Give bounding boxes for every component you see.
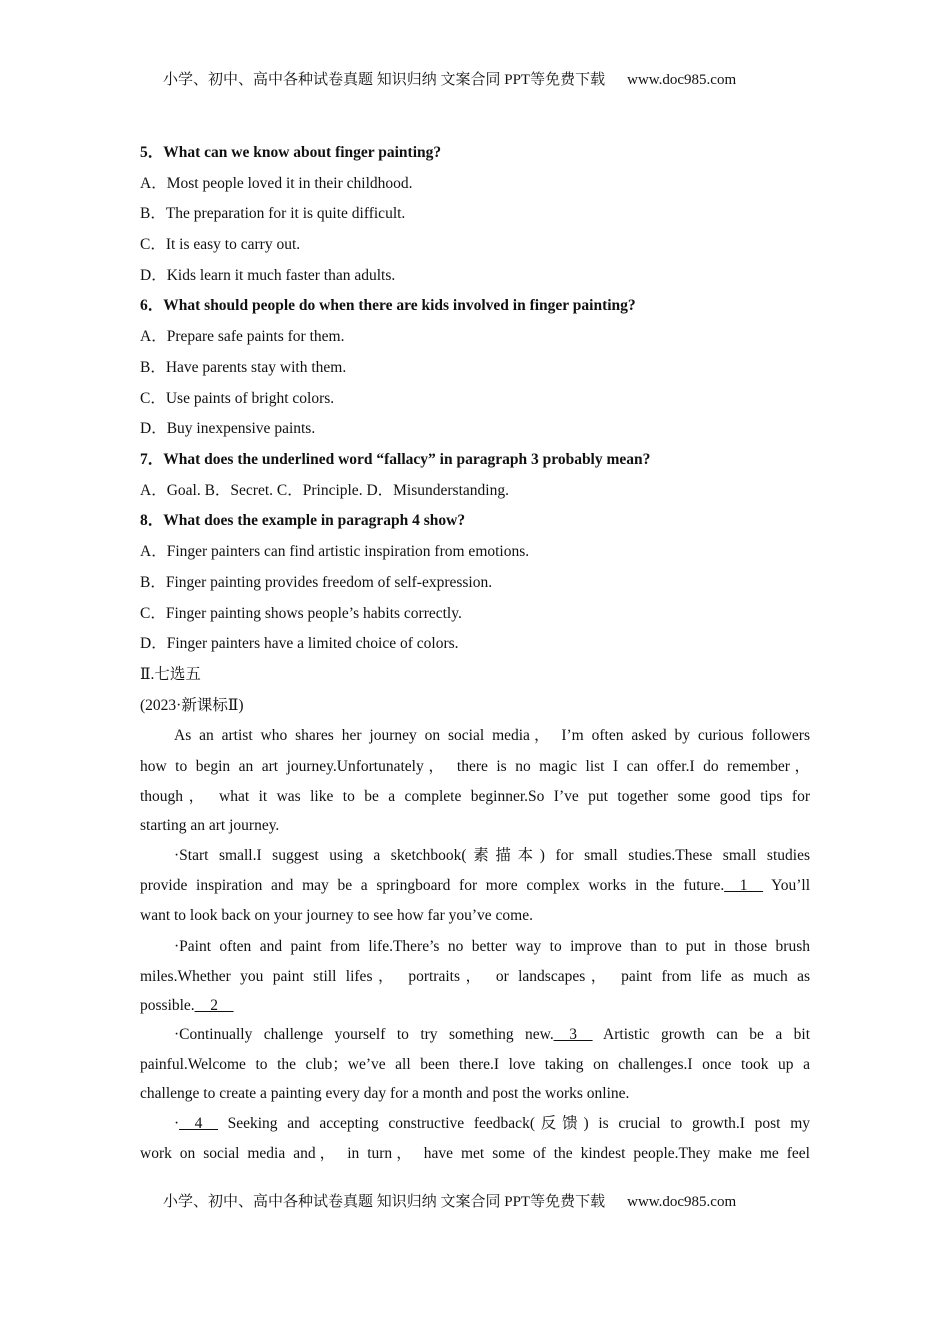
text-segment: possible.: [140, 997, 195, 1014]
text-line: [140, 389, 334, 409]
text-line: [140, 327, 344, 347]
text-line: [140, 542, 529, 562]
text-line: [140, 235, 300, 255]
text-line: [140, 937, 810, 957]
text-segment: B．The preparation for it is quite difficult.: [140, 205, 406, 222]
text-line: [140, 634, 459, 654]
header-url: www.doc985.com: [627, 72, 737, 88]
text-line: [140, 967, 810, 987]
text-line: [140, 266, 395, 286]
text-segment: (2023·新课标Ⅱ): [140, 697, 244, 714]
text-line: [140, 358, 346, 378]
text-line: [140, 665, 201, 685]
text-line: [140, 846, 810, 866]
text-line: [140, 573, 492, 593]
text-line: [140, 143, 441, 163]
text-line: [140, 757, 810, 777]
text-line: [140, 296, 636, 316]
text-segment: D．Kids learn it much faster than adults.: [140, 267, 396, 284]
text-line: [140, 996, 233, 1016]
text-segment: 8．What does the example in paragraph 4 show?: [140, 512, 466, 529]
text-line: [140, 511, 465, 531]
text-segment: 7．What does the underlined word “fallacy” in paragraph 3 probably mean?: [140, 451, 651, 468]
text-line: [140, 204, 405, 224]
text-segment: ·Continually challenge yourself to try something new.: [174, 1026, 554, 1043]
text-line: [140, 1114, 810, 1134]
text-line: [140, 1084, 629, 1104]
text-segment: Artistic growth can be a bit: [592, 1026, 811, 1043]
text-line: [140, 1025, 810, 1045]
text-segment: A．Goal. B．Secret. C．Principle. D．Misunderstanding.: [140, 482, 509, 499]
text-segment: B．Have parents stay with them.: [140, 359, 347, 376]
text-segment: work on social media and， in turn， have met some of the kindest people.They make me feel: [140, 1145, 810, 1162]
page-header: [163, 68, 736, 89]
text-segment: B．Finger painting provides freedom of self-expression.: [140, 574, 493, 591]
text-segment: want to look back on your journey to see how far you’ve come.: [140, 907, 533, 924]
text-segment: A．Finger painters can find artistic inspiration from emotions.: [140, 543, 530, 560]
text-segment: though， what it was like to be a complete beginner.So I’ve put together some good tips for: [140, 788, 810, 805]
footer-url: www.doc985.com: [627, 1194, 737, 1210]
text-segment: ·Paint often and paint from life.There’s no better way to improve than to put in those brush: [174, 938, 810, 955]
text-segment: You’ll: [762, 877, 810, 894]
text-line: [140, 450, 650, 470]
text-segment: A．Prepare safe paints for them.: [140, 328, 345, 345]
text-segment: C．Use paints of bright colors.: [140, 390, 335, 407]
text-segment: starting an art journey.: [140, 817, 280, 834]
text-line: [140, 1144, 810, 1164]
text-segment: how to begin an art journey.Unfortunately， there is no magic list I can offer.I do remember，: [140, 758, 810, 775]
header-text: 小学、初中、高中各种试卷真题 知识归纳 文案合同 PPT等免费下载: [163, 72, 606, 88]
text-line: [140, 906, 533, 926]
text-line: [140, 816, 279, 836]
text-segment: C．It is easy to carry out.: [140, 236, 301, 253]
text-segment: As an artist who shares her journey on social media， I’m often asked by curious followers: [174, 727, 810, 744]
text-line: [140, 726, 810, 746]
text-segment: 6．What should people do when there are kids involved in finger painting?: [140, 297, 636, 314]
text-segment: ·: [174, 1115, 180, 1132]
footer-text: 小学、初中、高中各种试卷真题 知识归纳 文案合同 PPT等免费下载: [163, 1194, 606, 1210]
text-segment: provide inspiration and may be a springboard for more complex works in the future.: [140, 877, 725, 894]
text-segment: miles.Whether you paint still lifes， portraits， or landscapes， paint from life as much as: [140, 968, 810, 985]
text-segment: A．Most people loved it in their childhood.: [140, 175, 413, 192]
answer-blank: __3__: [553, 1026, 593, 1043]
answer-blank: __2__: [194, 997, 234, 1014]
text-segment: 5．What can we know about finger painting?: [140, 144, 442, 161]
text-segment: D．Finger painters have a limited choice of colors.: [140, 635, 459, 652]
text-segment: ·Start small.I suggest using a sketchbook(素描本) for small studies.These small studies: [174, 847, 810, 864]
text-segment: D．Buy inexpensive paints.: [140, 420, 316, 437]
text-line: [140, 604, 462, 624]
text-line: [140, 876, 810, 896]
answer-blank: __4__: [179, 1115, 218, 1132]
text-line: [140, 174, 413, 194]
text-line: [140, 481, 509, 501]
page-footer: [163, 1190, 736, 1211]
text-segment: challenge to create a painting every day for a month and post the works online.: [140, 1085, 630, 1102]
text-line: [140, 787, 810, 807]
text-segment: Ⅱ.七选五: [140, 666, 201, 683]
answer-blank: __1__: [724, 877, 763, 894]
text-line: [140, 696, 244, 716]
text-line: [140, 419, 315, 439]
text-segment: painful.Welcome to the club；we’ve all been there.I love taking on challenges.I once took up a: [140, 1056, 810, 1073]
text-segment: C．Finger painting shows people’s habits correctly.: [140, 605, 462, 622]
text-line: [140, 1055, 810, 1075]
text-segment: Seeking and accepting constructive feedback(反馈) is crucial to growth.I post my: [217, 1115, 810, 1132]
